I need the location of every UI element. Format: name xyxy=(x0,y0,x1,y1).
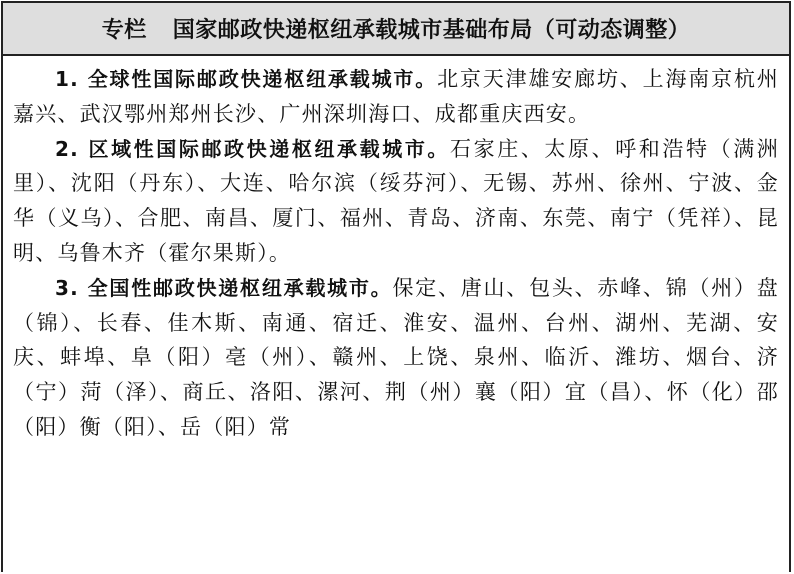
column-box xyxy=(1,1,791,572)
column-tag: 专栏 xyxy=(101,18,147,43)
paragraph-regional-hubs xyxy=(13,132,779,271)
column-title: 国家邮政快递枢纽承载城市基础布局（可动态调整） xyxy=(172,18,691,43)
paragraph-national-hubs xyxy=(13,271,779,445)
paragraph-heading: 3. 全国性邮政快递枢纽承载城市。 xyxy=(55,275,393,300)
column-title-bar xyxy=(3,3,789,56)
paragraph-heading: 2. 区域性国际邮政快递枢纽承载城市。 xyxy=(55,136,451,161)
paragraph-heading: 1. 全球性国际邮政快递枢纽承载城市。 xyxy=(55,67,438,91)
column-content xyxy=(3,56,789,445)
paragraph-body: 石家庄、太原、呼和浩特（满洲里）、沈阳（丹东）、大连、哈尔滨（绥芬河）、无锡、苏州、徐州、宁波、金华（义乌）、合肥、南昌、厦门、福州、青岛、济南、东莞、南宁（凭祥）、昆明、乌鲁木齐（霍尔果斯）。 xyxy=(13,136,779,265)
paragraph-body: 北京天津雄安廊坊、上海南京杭州嘉兴、武汉鄂州郑州长沙、广州深圳海口、成都重庆西安。 xyxy=(13,67,779,126)
paragraph-global-hubs xyxy=(13,62,779,132)
paragraph-body: 保定、唐山、包头、赤峰、锦（州）盘（锦）、长春、佳木斯、南通、宿迁、淮安、温州、台州、湖州、芜湖、安庆、蚌埠、阜（阳）亳（州）、赣州、上饶、泉州、临沂、潍坊、烟台、济（宁）菏（泽）、商丘、洛阳、漯河、荆（州）襄（阳）宜（昌）、怀（化）邵（阳）衡（阳）、岳（阳）常 xyxy=(13,275,779,439)
